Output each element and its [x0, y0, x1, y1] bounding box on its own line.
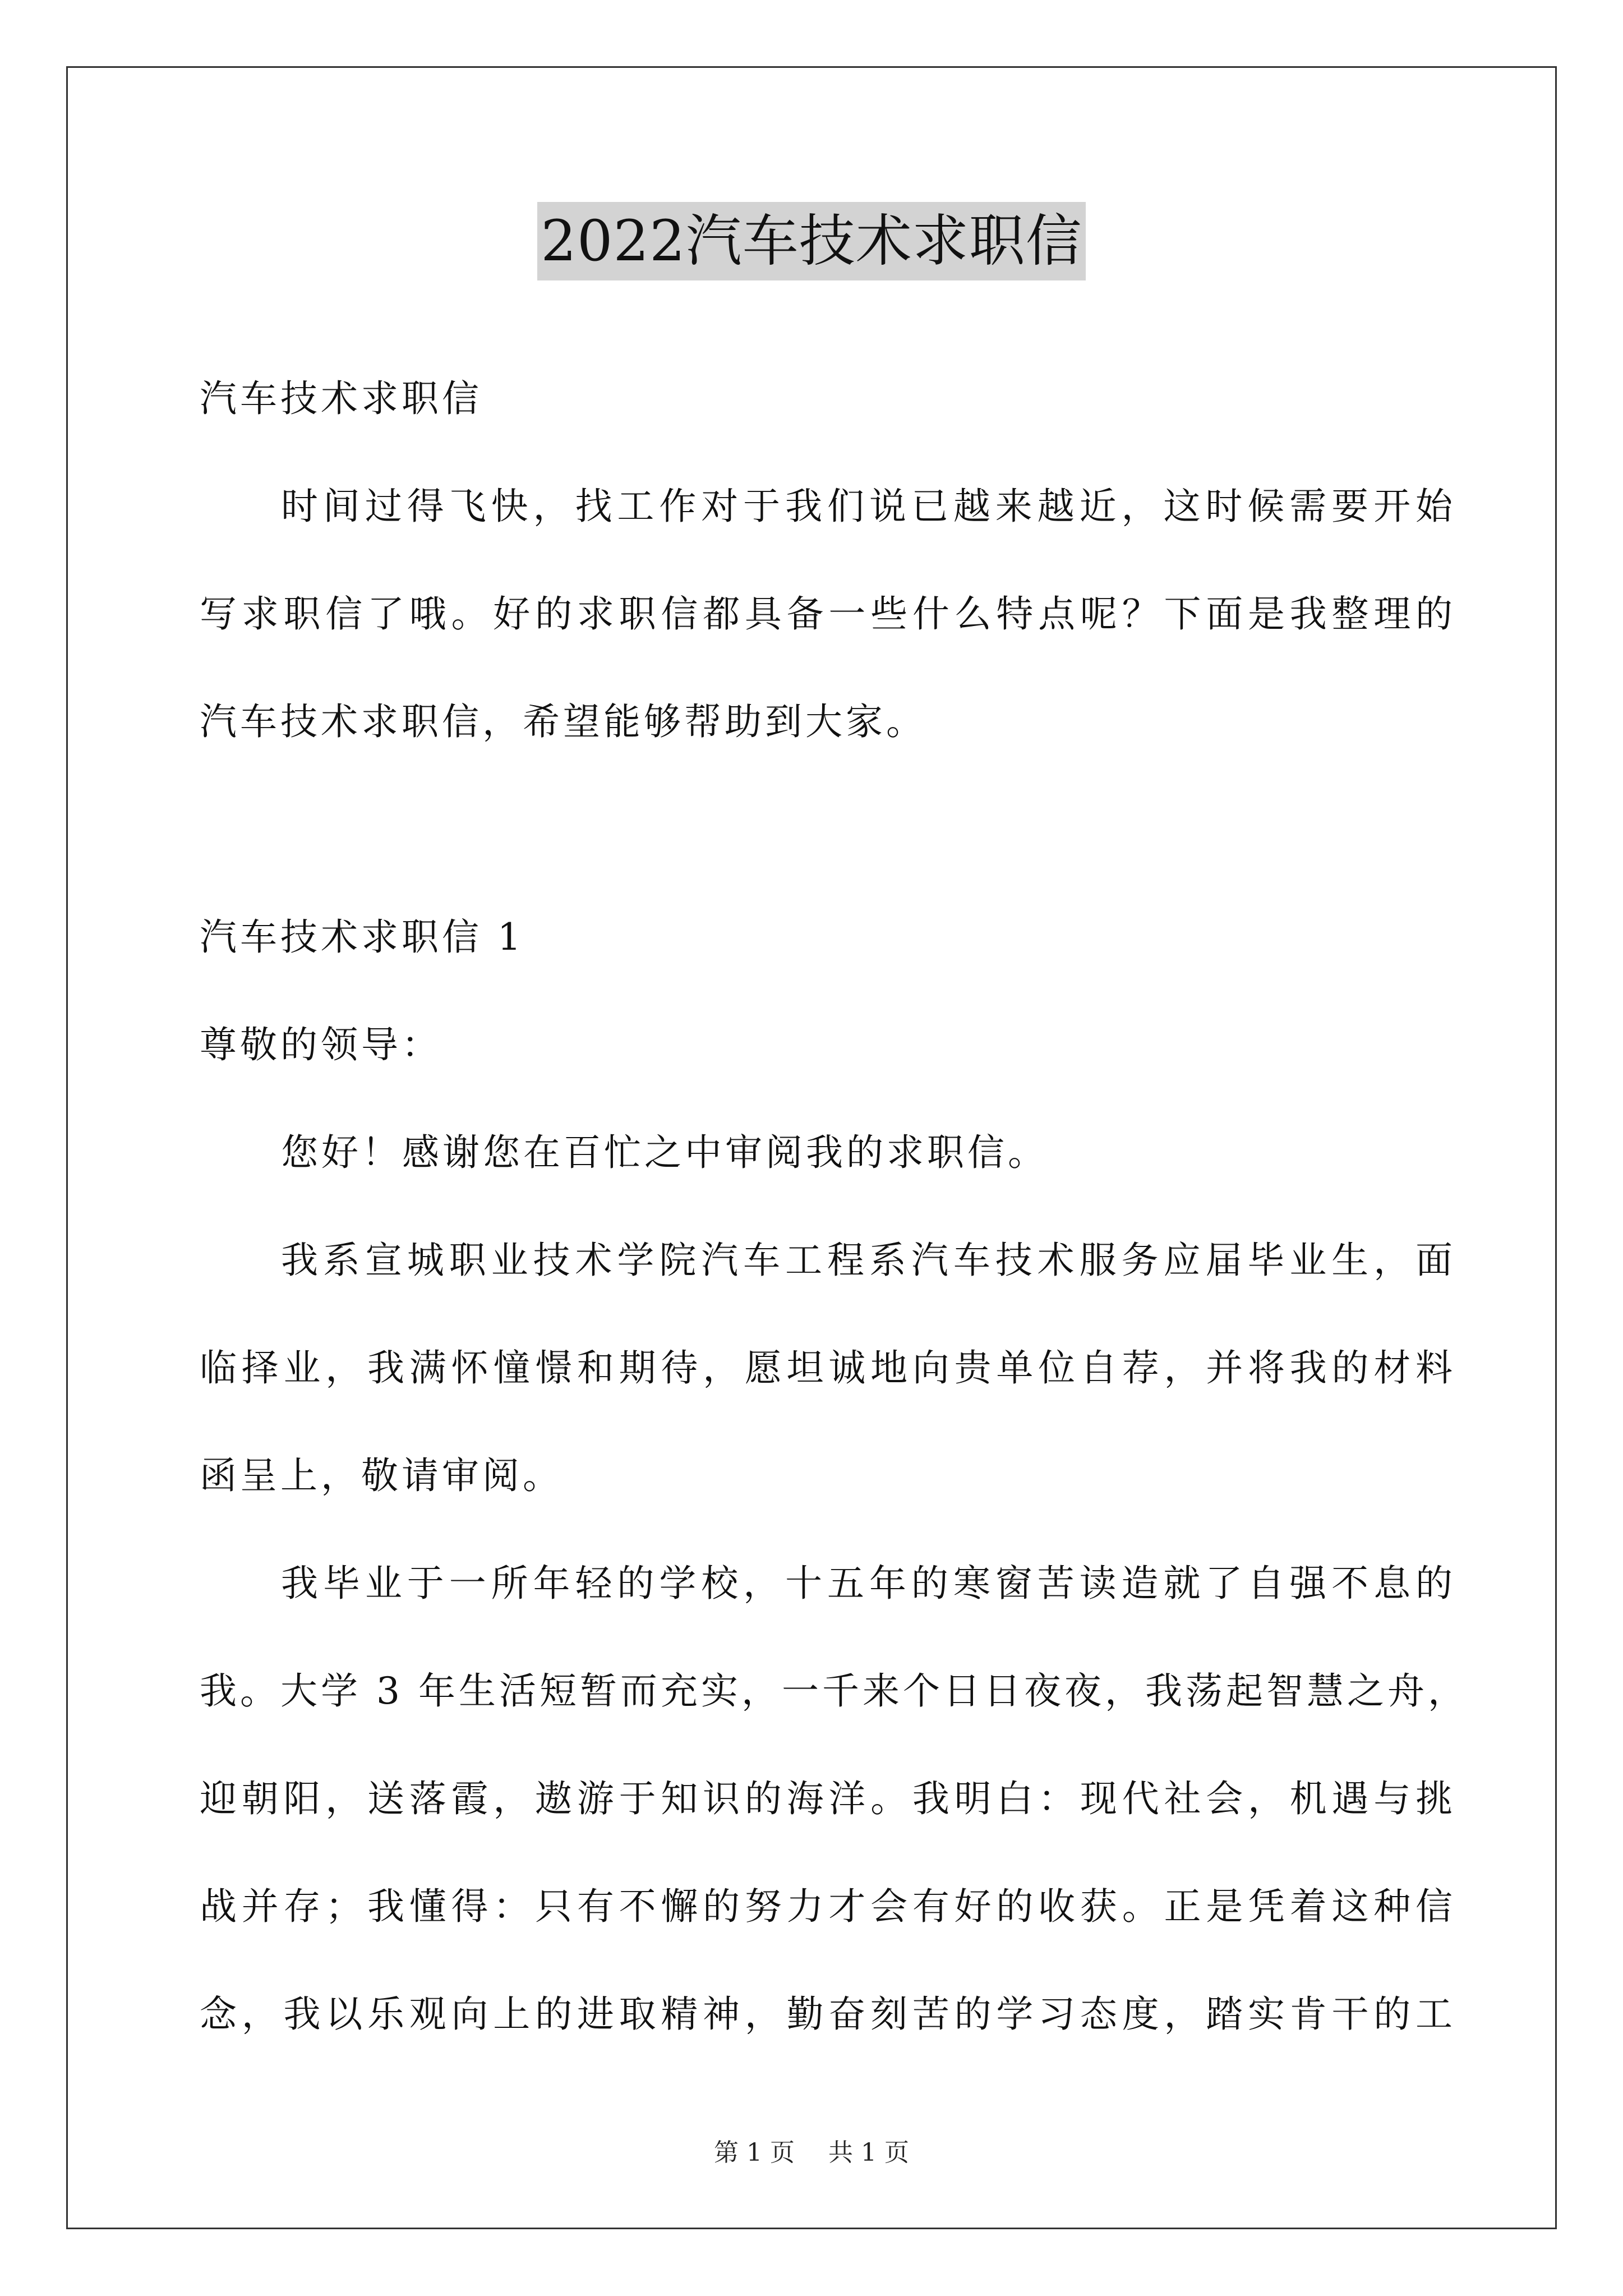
- document-body: [200, 345, 1468, 2068]
- paragraph-line: 念，我以乐观向上的进取精神，勤奋刻苦的学习态度，踏实肯干的工: [200, 1993, 1456, 2036]
- paragraph-line: 我毕业于一所年轻的学校，十五年的寒窗苦读造就了自强不息的: [281, 1562, 1456, 1605]
- salutation: 尊敬的领导：: [200, 1023, 442, 1066]
- intro-line: 写求职信了哦。好的求职信都具备一些什么特点呢？下面是我整理的: [200, 592, 1456, 636]
- section-heading: 汽车技术求职信 1: [200, 915, 524, 959]
- title-container: [0, 202, 1623, 280]
- paragraph-line: 我系宣城职业技术学院汽车工程系汽车技术服务应届毕业生，面: [281, 1239, 1456, 1282]
- paragraph-line: 迎朝阳，送落霞，遨游于知识的海洋。我明白：现代社会，机遇与挑: [200, 1777, 1456, 1820]
- page-footer: [0, 2136, 1623, 2170]
- greeting-line: 您好！感谢您在百忙之中审阅我的求职信。: [281, 1131, 1048, 1174]
- intro-line: 汽车技术求职信，希望能够帮助到大家。: [200, 700, 926, 743]
- document-subtitle: 汽车技术求职信: [200, 377, 482, 420]
- paragraph-line: 临择业，我满怀憧憬和期待，愿坦诚地向贵单位自荐，并将我的材料: [200, 1346, 1456, 1389]
- page-number: 第 1 页: [714, 2138, 795, 2167]
- document-title: 2022汽车技术求职信: [537, 202, 1086, 280]
- blank-line: [200, 776, 1456, 884]
- paragraph-line: 我。大学 3 年生活短暂而充实，一千来个日日夜夜，我荡起智慧之舟，: [200, 1669, 1468, 1713]
- page-total: 共 1 页: [828, 2138, 909, 2167]
- paragraph-line: 战并存；我懂得：只有不懈的努力才会有好的收获。正是凭着这种信: [200, 1885, 1456, 1928]
- paragraph-line: 函呈上，敬请审阅。: [200, 1454, 563, 1497]
- intro-line: 时间过得飞快，找工作对于我们说已越来越近，这时候需要开始: [281, 485, 1456, 528]
